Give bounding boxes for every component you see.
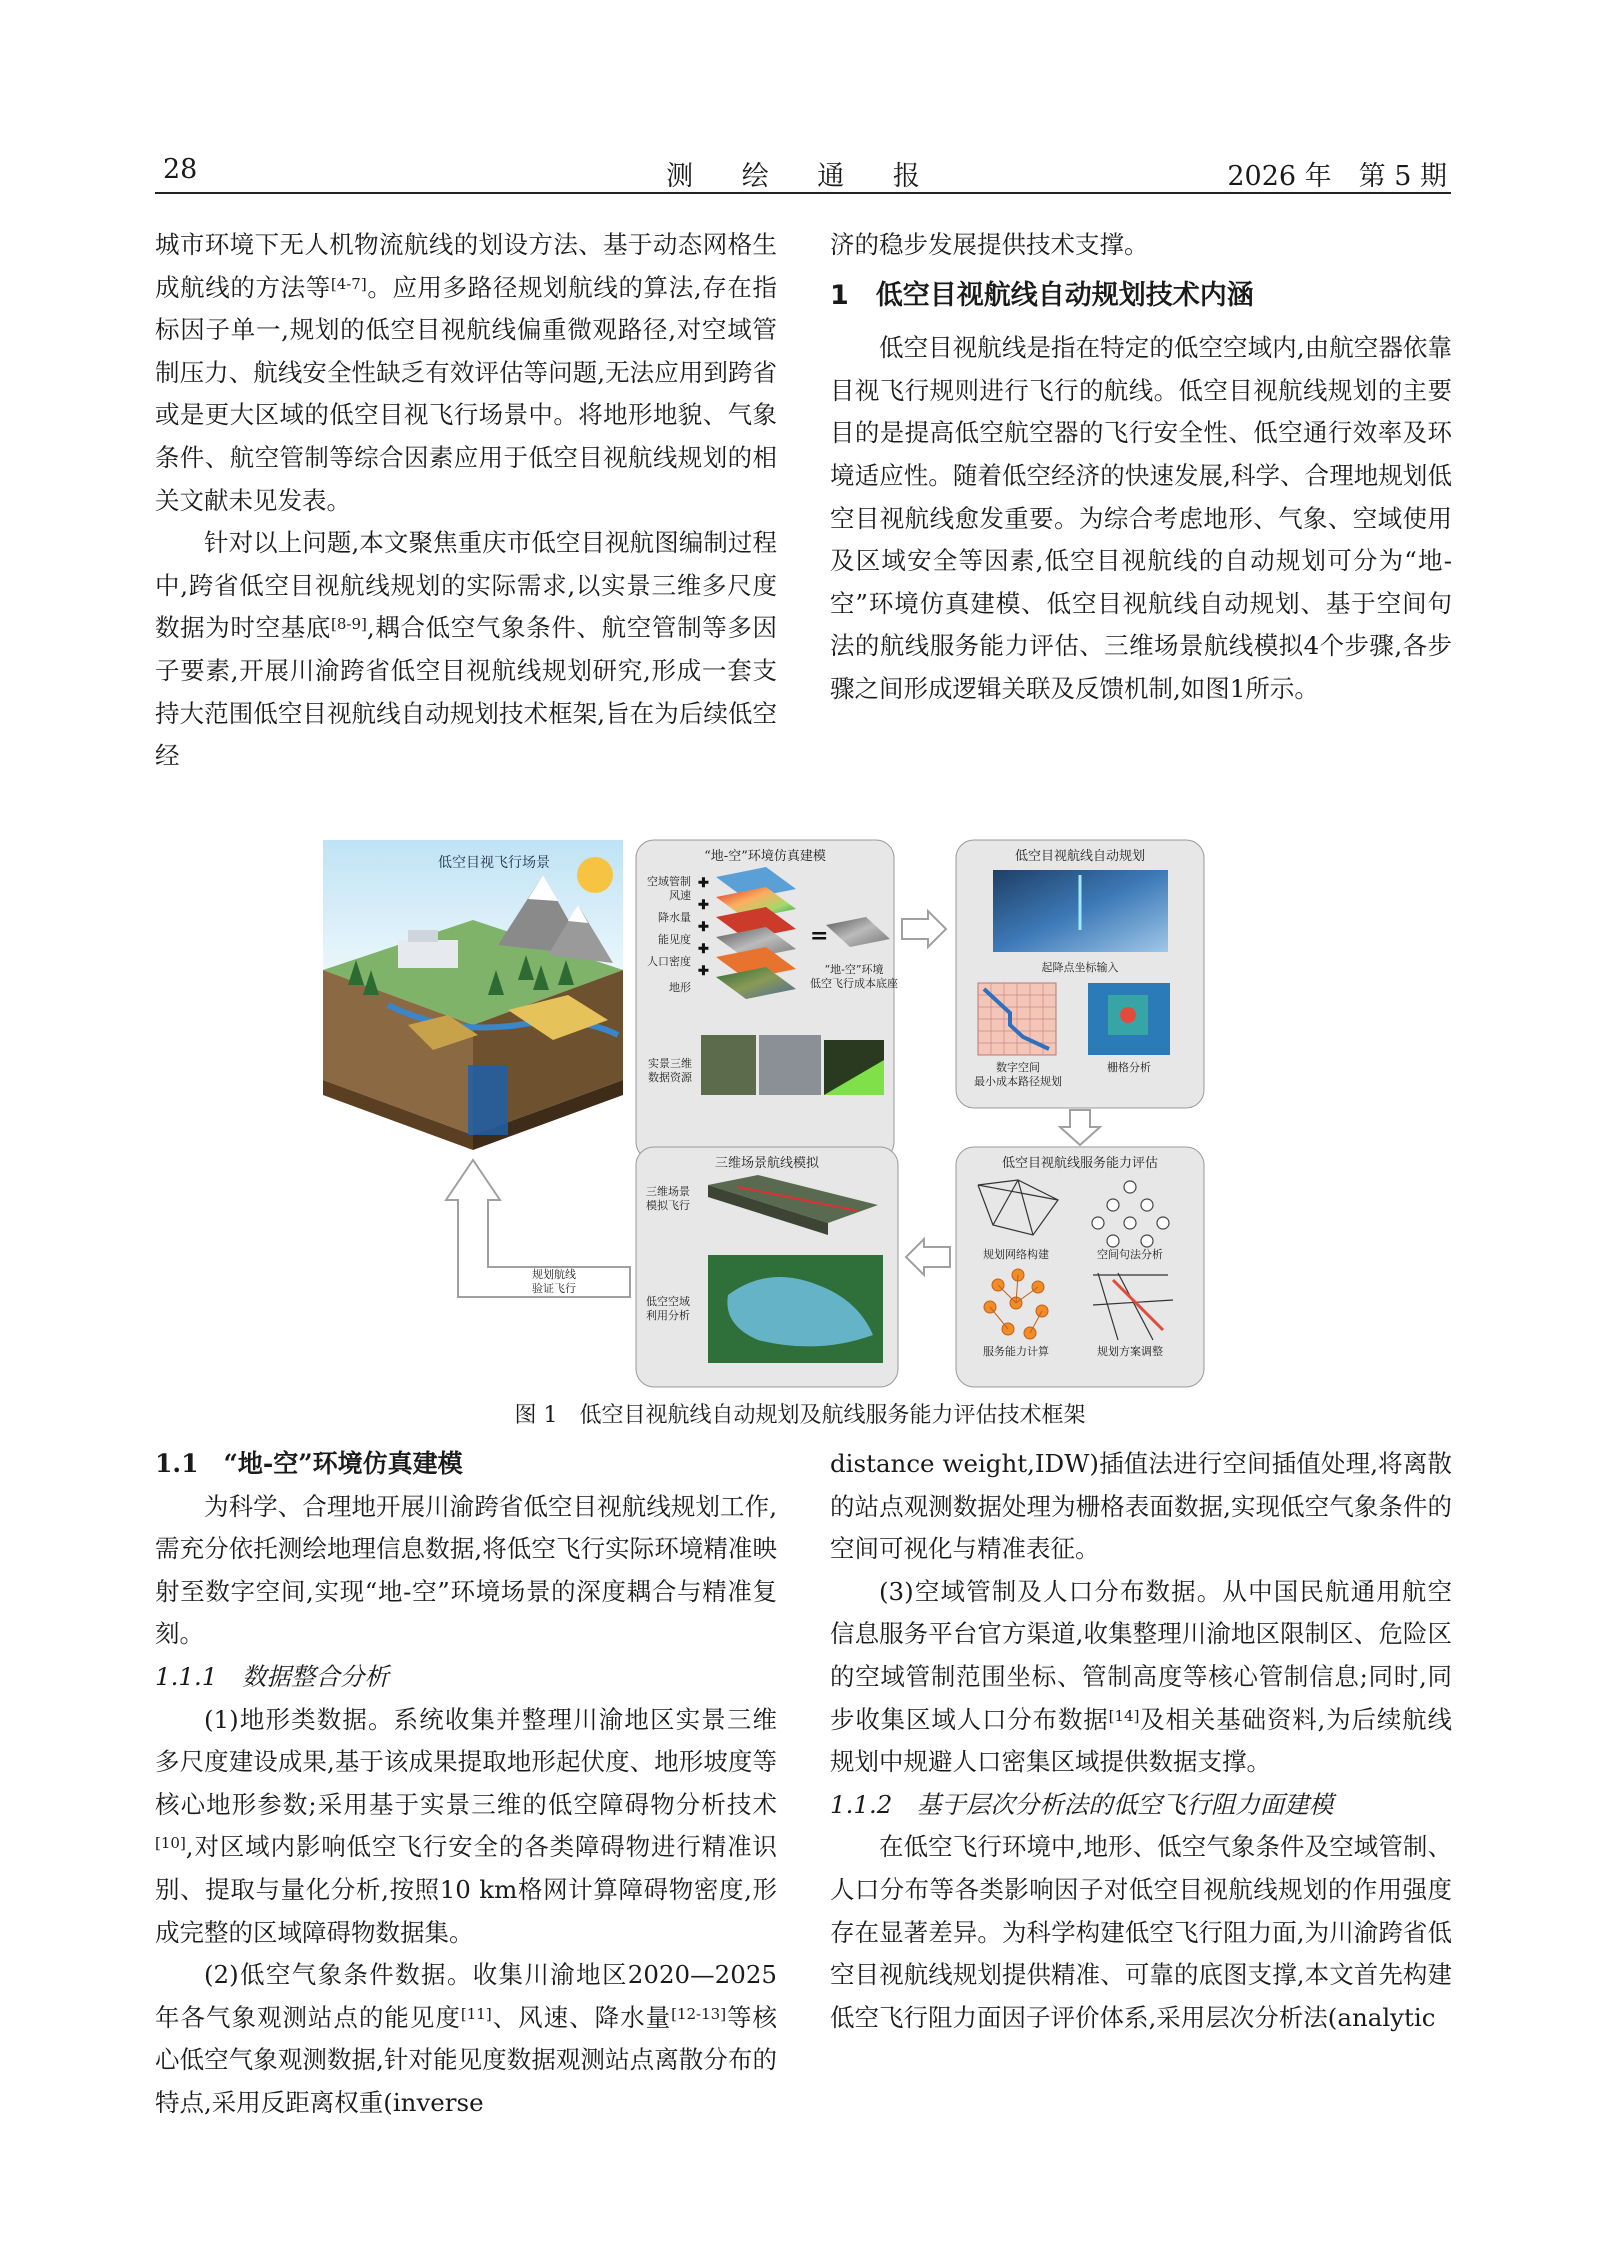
layer-label: 空域管制 xyxy=(647,875,691,888)
paragraph: 济的稳步发展提供技术支撑。 xyxy=(830,230,1149,259)
right-column-bottom xyxy=(830,1443,1452,2039)
assess-title: 低空目视航线服务能力评估 xyxy=(1001,1156,1159,1171)
running-header xyxy=(155,152,1451,194)
svg-text:=: = xyxy=(810,923,829,949)
page-number: 28 xyxy=(163,154,198,185)
auto-path-label: 最小成本路径规划 xyxy=(974,1075,1062,1088)
auto-title: 低空目视航线自动规划 xyxy=(1014,849,1146,864)
citation[interactable]: [14] xyxy=(1108,1706,1140,1725)
paragraph: (3)空域管制及人口分布数据。从中国民航通用航空信息服务平台官方渠道,收集整理川渝地区限制区、危险区的空域管制范围坐标、管制高度等核心管制信息;同时,同步收集区域人口分布数据[14]及相关基础资料,为后续航线规划中规避人口密集区域提供数据支撑。 xyxy=(830,1576,1452,1777)
svg-text:✚: ✚ xyxy=(698,898,709,913)
svg-text:✚: ✚ xyxy=(698,942,709,957)
layer-label: 降水量 xyxy=(658,911,691,924)
auto-input-label: 起降点坐标输入 xyxy=(1041,961,1119,974)
paragraph: distance weight,IDW)插值法进行空间插值处理,将离散的站点观测数据处理为栅格表面数据,实现低空气象条件的空间可视化与精准表征。 xyxy=(830,1449,1452,1564)
verify-label: 验证飞行 xyxy=(532,1282,576,1295)
citation[interactable]: [8-9] xyxy=(331,615,367,634)
citation[interactable]: [12-13] xyxy=(671,2004,727,2023)
auto-grid-label: 栅格分析 xyxy=(1107,1061,1151,1074)
svg-text:✚: ✚ xyxy=(698,920,709,935)
env-title: “地-空”环境仿真建模 xyxy=(704,849,826,864)
flow-arrow xyxy=(906,1239,950,1275)
section-heading: 1.1 “地-空”环境仿真建模 xyxy=(155,1449,463,1478)
citation[interactable]: [10] xyxy=(155,1834,186,1853)
citation[interactable]: [4-7] xyxy=(330,274,367,293)
svg-text:✚: ✚ xyxy=(698,876,709,891)
sun-icon xyxy=(577,857,613,893)
env-modeling-panel xyxy=(636,840,898,1160)
subsection-heading: 1.1.2 基于层次分析法的低空飞行阻力面建模 xyxy=(830,1789,1334,1819)
real3d-label: 数据资源 xyxy=(648,1071,692,1084)
paragraph: 在低空飞行环境中,地形、低空气象条件及空域管制、人口分布等各类影响因子对低空目视航线规划的作用强度存在显著差异。为科学构建低空飞行阻力面,为川渝跨省低空目视航线规划提供精准、可靠的底图支撑,本文首先构建低空飞行阻力面因子评价体系,采用层次分析法(analytic xyxy=(830,1832,1452,2032)
issue-label: 2026 年 第 5 期 xyxy=(1227,161,1447,192)
framework-figure xyxy=(318,835,1288,1390)
figure-caption: 图 1 低空目视航线自动规划及航线服务能力评估技术框架 xyxy=(514,1403,1086,1428)
left-column-top xyxy=(155,224,777,778)
real3d-label: 实景三维 xyxy=(648,1057,692,1070)
assessment-panel xyxy=(956,1147,1204,1387)
flight-scene-illustration xyxy=(323,840,623,1150)
section-heading: 1 低空目视航线自动规划技术内涵 xyxy=(830,279,1254,311)
env-result-label: “地-空”环境 xyxy=(824,963,884,976)
right-column-top xyxy=(830,224,1452,711)
assess-item-label: 服务能力计算 xyxy=(983,1345,1049,1358)
layer-label: 地形 xyxy=(669,981,691,994)
layer-label: 能见度 xyxy=(658,933,691,946)
layer-label: 人口密度 xyxy=(647,955,691,968)
paragraph: 低空目视航线是指在特定的低空空域内,由航空器依靠目视飞行规则进行飞行的航线。低空目视航线规划的主要目的是提高低空航空器的飞行安全性、低空通行效率及环境适应性。随着低空经济的快速发展,科学、合理地规划低空目视航线愈发重要。为综合考虑地形、气象、空域使用及区域安全等因素,低空目视航线的自动规划可分为“地-空”环境仿真建模、低空目视航线自动规划、基于空间句法的航线服务能力评估、三维场景航线模拟4个步骤,各步骤之间形成逻辑关联及反馈机制,如图1所示。 xyxy=(830,333,1452,703)
assess-item-label: 规划方案调整 xyxy=(1097,1345,1163,1358)
svg-text:✚: ✚ xyxy=(698,964,709,979)
grid-path-diagram xyxy=(978,983,1056,1055)
layer-label: 风速 xyxy=(669,889,691,902)
citation[interactable]: [11] xyxy=(460,2004,492,2023)
sim-title: 三维场景航线模拟 xyxy=(714,1156,820,1171)
verify-label: 规划航线 xyxy=(532,1268,576,1281)
subsection-heading: 1.1.1 数据整合分析 xyxy=(155,1661,389,1691)
paragraph: 城市环境下无人机物流航线的划设方法、基于动态网格生成航线的方法等[4-7]。应用多路径规划航线的算法,存在指标因子单一,规划的低空目视航线偏重微观路径,对空域管制压力、航线安全性缺乏有效评估等问题,无法应用到跨省或是更大区域的低空目视飞行场景中。将地形地貌、气象条件、航空管制等综合因素应用于低空目视航线规划的相关文献未见发表。 xyxy=(155,230,778,515)
flow-arrow xyxy=(902,911,946,947)
left-column-bottom xyxy=(155,1443,777,2125)
paragraph: 针对以上问题,本文聚焦重庆市低空目视航图编制过程中,跨省低空目视航线规划的实际需求,以实景三维多尺度数据为时空基底[8-9],耦合低空气象条件、航空管制等多因子要素,开展川渝跨省低空目视航线规划研究,形成一套支持大范围低空目视航线自动规划技术框架,旨在为后续低空经 xyxy=(155,528,778,771)
paragraph: (2)低空气象条件数据。收集川渝地区2020—2025年各气象观测站点的能见度[11]、风速、降水量[12-13]等核心低空气象观测数据,针对能见度数据观测站点离散分布的特点,采用反距离权重(inverse xyxy=(155,1960,778,2117)
paragraph: (1)地形类数据。系统收集并整理川渝地区实景三维多尺度建设成果,基于该成果提取地形起伏度、地形坡度等核心地形参数;采用基于实景三维的低空障碍物分析技术[10],对区域内影响低空飞行安全的各类障碍物进行精准识别、提取与量化分析,按照10 km格网计算障碍物密度,形成完整的区域障碍物数据集。 xyxy=(155,1704,777,1947)
flow-arrow xyxy=(1060,1110,1100,1145)
assess-item-label: 空间句法分析 xyxy=(1097,1248,1163,1261)
assess-item-label: 规划网络构建 xyxy=(983,1248,1049,1261)
sim-item-label: 三维场景 xyxy=(646,1185,690,1198)
paragraph: 为科学、合理地开展川渝跨省低空目视航线规划工作,需充分依托测绘地理信息数据,将低空飞行实际环境精准映射至数字空间,实现“地-空”环境场景的深度耦合与精准复刻。 xyxy=(155,1491,777,1649)
auto-planning-panel xyxy=(956,840,1204,1108)
sim-item-label: 利用分析 xyxy=(646,1309,690,1322)
journal-name: 测 绘 通 报 xyxy=(666,161,940,192)
simulation-panel xyxy=(636,1147,898,1387)
sim-item-label: 模拟飞行 xyxy=(646,1199,690,1212)
auto-path-label: 数字空间 xyxy=(996,1061,1040,1074)
scene-title: 低空目视飞行场景 xyxy=(438,855,550,871)
env-result-label: 低空飞行成本底座 xyxy=(810,977,898,990)
sim-item-label: 低空空域 xyxy=(646,1295,690,1308)
